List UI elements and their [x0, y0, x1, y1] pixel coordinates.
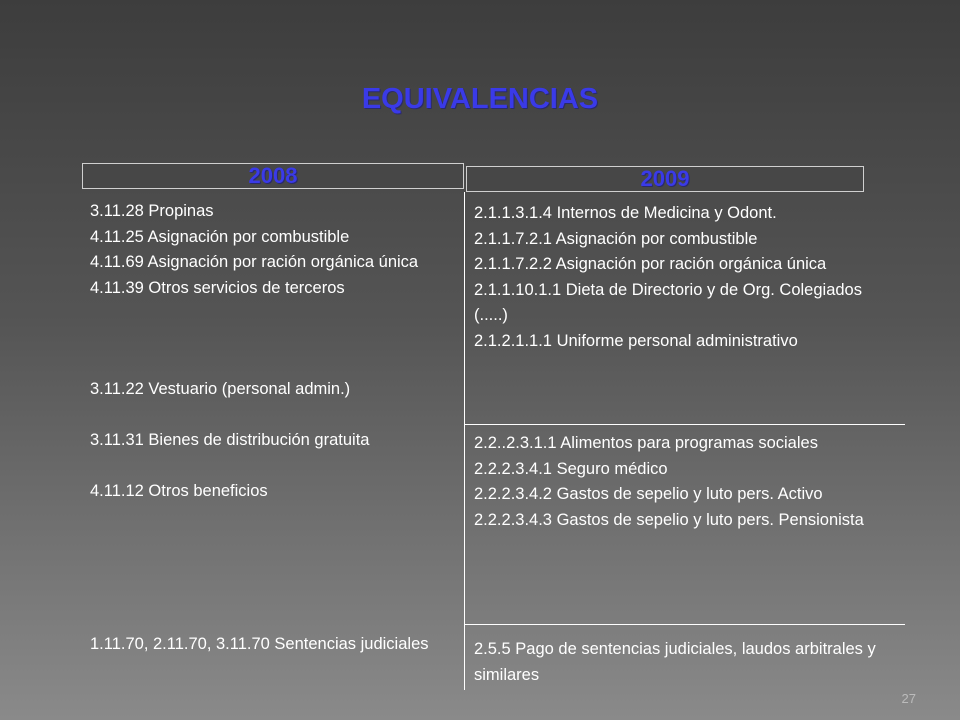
right-item: 2.2..2.3.1.1 Alimentos para programas sociales — [474, 434, 818, 452]
right-group-1 — [474, 201, 904, 354]
left-item: 4.11.25 Asignación por combustible — [90, 227, 350, 246]
page-number: 27 — [901, 691, 916, 706]
left-item: 4.11.12 Otros beneficios — [90, 482, 268, 500]
left-group-4 — [90, 479, 460, 505]
left-group-5 — [90, 632, 460, 658]
left-item: 3.11.28 Propinas — [90, 202, 214, 220]
right-item: 2.1.1.3.1.4 Internos de Medicina y Odont. — [474, 204, 777, 222]
right-group-2 — [474, 431, 904, 533]
right-group-3 — [474, 637, 904, 688]
left-item: 4.11.39 Otros servicios de terceros — [90, 278, 345, 297]
left-group-3 — [90, 428, 460, 454]
row-separator-1 — [464, 424, 905, 425]
right-item: (.....) — [474, 306, 508, 324]
right-item: 2.1.1.10.1.1 Dieta de Directorio y de Org. Colegiados — [474, 280, 862, 299]
left-group-2 — [90, 377, 460, 403]
year-2009-header: 2009 — [466, 166, 864, 192]
slide-title: EQUIVALENCIAS — [361, 83, 599, 115]
right-item: 2.1.2.1.1.1 Uniforme personal administrativo — [474, 331, 798, 350]
left-group-1 — [90, 199, 460, 301]
right-item: 2.1.1.7.2.2 Asignación por ración orgánica única — [474, 255, 827, 273]
year-2008-header: 2008 — [82, 163, 464, 189]
row-separator-2 — [464, 624, 905, 625]
left-item: 4.11.69 Asignación por ración orgánica única — [90, 253, 419, 271]
right-item: 2.2.2.3.4.3 Gastos de sepelio y luto pers. Pensionista — [474, 510, 864, 529]
left-item: 3.11.31 Bienes de distribución gratuita — [90, 431, 370, 449]
column-divider — [464, 192, 465, 690]
left-item: 1.11.70, 2.11.70, 3.11.70 Sentencias judiciales — [90, 635, 429, 653]
right-item: 2.2.2.3.4.2 Gastos de sepelio y luto pers. Activo — [474, 485, 823, 503]
right-item: 2.1.1.7.2.1 Asignación por combustible — [474, 229, 758, 248]
left-item: 3.11.22 Vestuario (personal admin.) — [90, 380, 351, 398]
right-item: 2.2.2.3.4.1 Seguro médico — [474, 459, 668, 478]
right-item: 2.5.5 Pago de sentencias judiciales, laudos arbitrales y similares — [474, 640, 876, 684]
